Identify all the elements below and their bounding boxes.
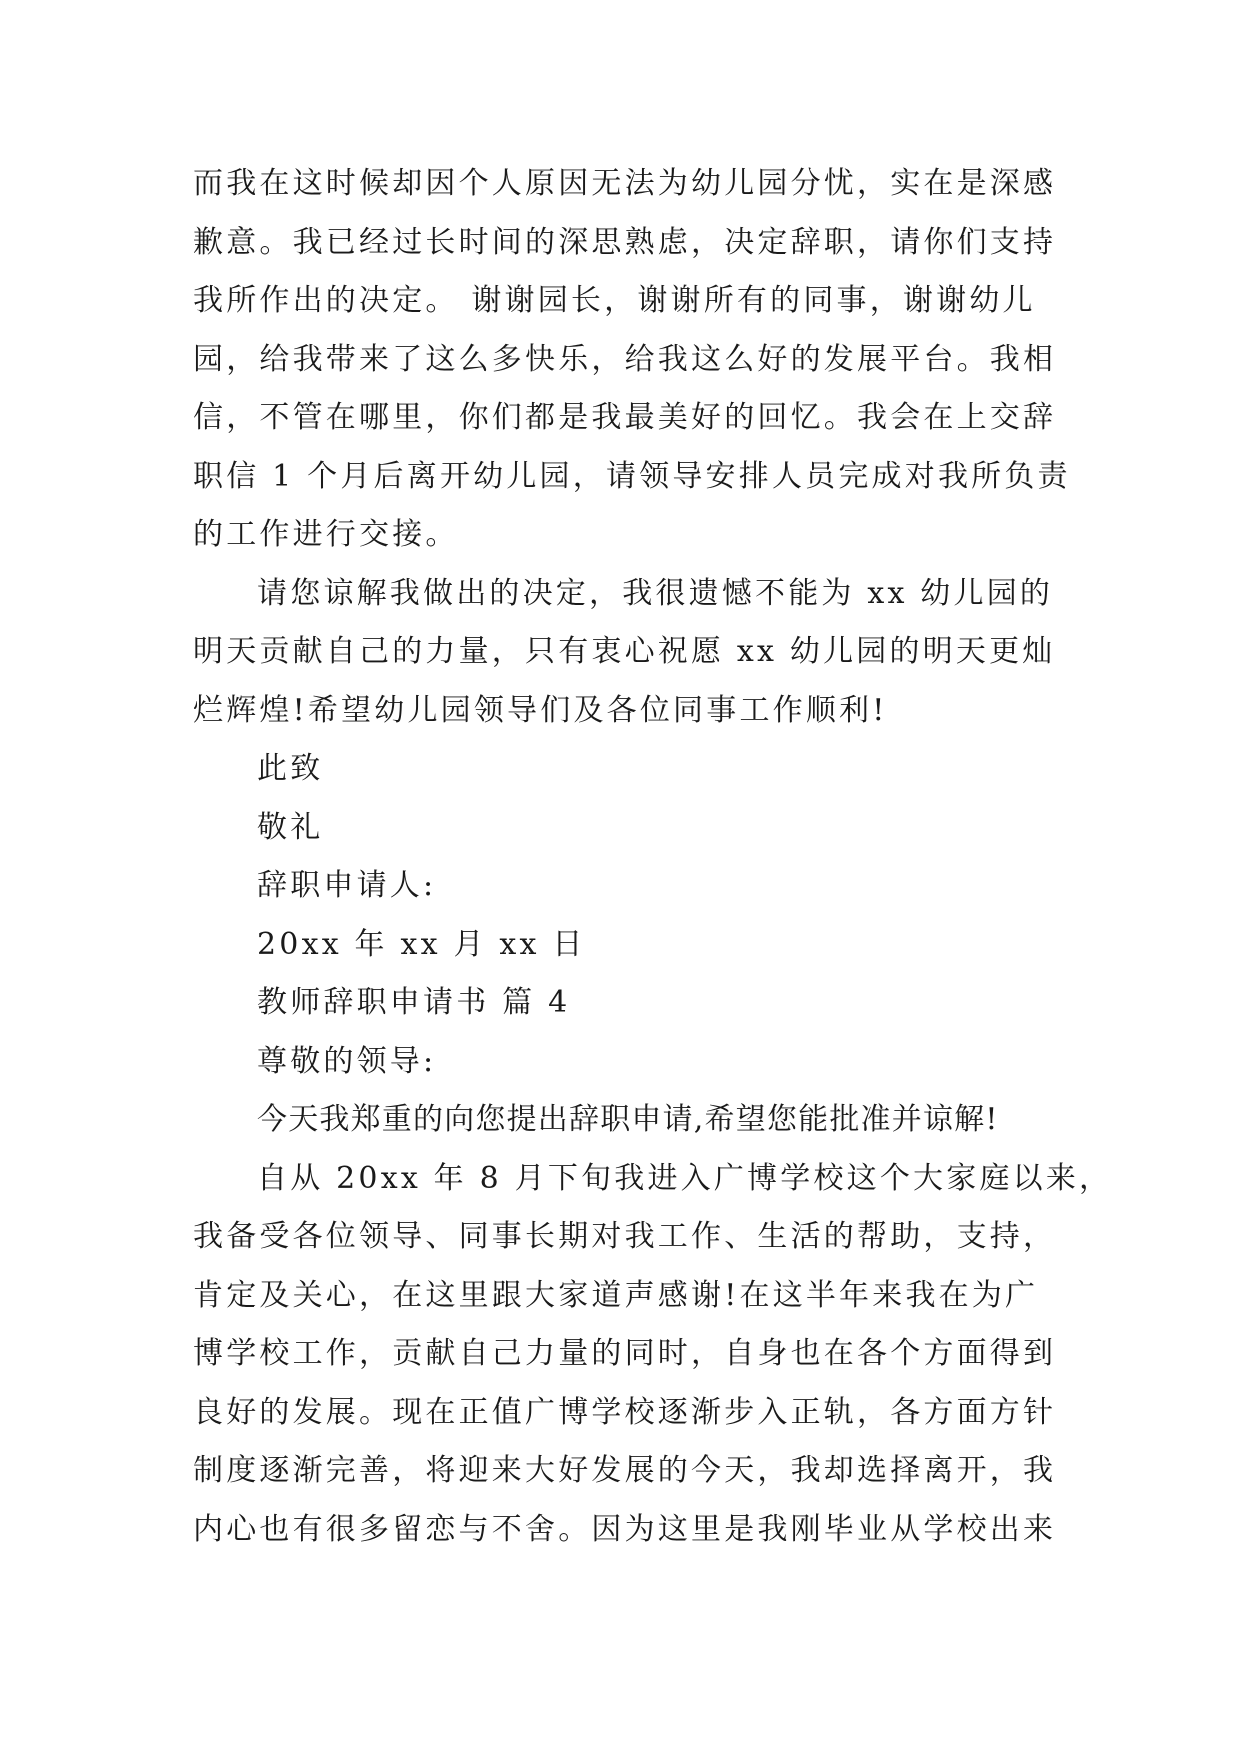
document-body [193,155,1113,1559]
section-heading: 教师辞职申请书 篇 4 [257,985,571,1020]
paragraph-start: 请您谅解我做出的决定，我很遗憾不能为 xx 幼儿园的 [257,575,1054,611]
text-line: 而我在这时候却因个人原因无法为幼儿园分忧，实在是深感 [193,166,1057,201]
text-line: 内心也有很多留恋与不舍。因为这里是我刚毕业从学校出来 [193,1511,1057,1547]
text-line: 良好的发展。现在正值广博学校逐渐步入正轨，各方面方针 [193,1394,1057,1430]
text-line: 的工作进行交接。 [193,517,459,552]
text-line: 烂辉煌!希望幼儿园领导们及各位同事工作顺利! [193,692,888,728]
text-line: 明天贡献自己的力量，只有衷心祝愿 xx 幼儿园的明天更灿 [193,634,1056,669]
text-line: 制度逐渐完善，将迎来大好发展的今天，我却选择离开，我 [193,1453,1057,1488]
text-line: 信，不管在哪里，你们都是我最美好的回忆。我会在上交辞 [193,400,1057,435]
paragraph-start: 今天我郑重的向您提出辞职申请,希望您能批准并谅解! [257,1102,999,1137]
text-line: 肯定及关心，在这里跟大家道声感谢!在这半年来我在为广 [193,1277,1039,1313]
text-line: 我备受各位领导、同事长期对我工作、生活的帮助，支持， [193,1219,1057,1254]
greeting: 尊敬的领导: [257,1043,437,1079]
text-line: 我所作出的决定。 谢谢园长，谢谢所有的同事，谢谢幼儿 [193,283,1036,318]
text-line: 职信 1 个月后离开幼儿园，请领导安排人员完成对我所负责 [193,458,1071,494]
applicant-label: 辞职申请人: [257,868,437,903]
text-line: 园，给我带来了这么多快乐，给我这么好的发展平台。我相 [193,341,1057,377]
paragraph-start: 自从 20xx 年 8 月下旬我进入广博学校这个大家庭以来， [257,1160,1113,1196]
text-line: 博学校工作，贡献自己力量的同时，自身也在各个方面得到 [193,1336,1057,1371]
date-line: 20xx 年 xx 月 xx 日 [257,926,586,962]
text-line: 歉意。我已经过长时间的深思熟虑，决定辞职，请你们支持 [193,224,1057,260]
closing-salutation: 此致 [257,751,324,786]
closing-regards: 敬礼 [257,809,324,845]
